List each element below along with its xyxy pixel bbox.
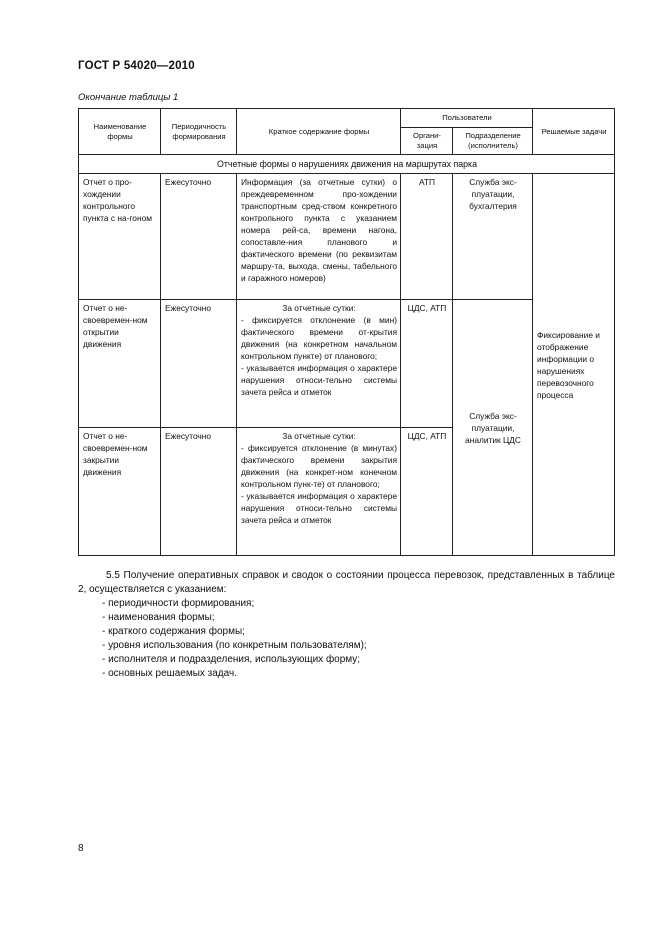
section-paragraph: 5.5 Получение оперативных справок и сводок о состоянии процесса перевозок, представленных в таблице 2, осуществляется с указанием: [78,570,615,595]
period-cell: Ежесуточно [161,300,237,428]
page-number: 8 [78,843,84,854]
form-name-cell: Отчет о не-своевремен-ном открытии движения [79,300,161,428]
content-item: - указывается информация о характере нарушения относи-тельно системы зачета рейса и отметок [241,363,397,397]
tasks-cell: Фиксирование и отображение информации о нарушениях перевозочного процесса [533,174,615,556]
dept-cell-shared: Служба экс-плуатации, аналитик ЦДС [453,300,533,556]
col-header-name: Наименование формы [79,109,161,155]
table-row [79,174,615,300]
list-item: - периодичности формирования; [102,598,255,609]
content-lead: За отчетные сутки: [282,431,356,441]
list-item: - наименования формы; [102,612,215,623]
col-header-content: Краткое содержание формы [237,109,401,155]
content-item: - фиксируется отклонение (в мин) фактического времени от-крытия движения (на конкретном начальном контрольном пункте) от планового; [241,315,397,361]
report-forms-table [78,108,615,556]
list-item: - краткого содержания формы; [102,626,245,637]
org-cell: ЦДС, АТП [401,428,453,556]
period-cell: Ежесуточно [161,428,237,556]
list-item: - основных решаемых задач. [102,668,237,679]
form-name-cell: Отчет о не-своевремен-ном закрытии движения [79,428,161,556]
content-item: - фиксируется отклонение (в минутах) фактического времени закрытия движения (на конкрет-ном конечном контрольном пунк-те) от планового; [241,443,397,489]
form-name-cell: Отчет о про-хождении контрольного пункта с на-гоном [79,174,161,300]
col-header-users: Пользователи [401,109,533,128]
standard-header: ГОСТ Р 54020—2010 [78,60,195,72]
col-header-dept: Подразделение (исполнитель) [453,128,533,155]
section-title: Отчетные формы о нарушениях движения на маршрутах парка [79,155,615,174]
org-cell: АТП [401,174,453,300]
dept-cell: Служба экс-плуатации, бухгалтерия [453,174,533,300]
list-item: - исполнителя и подразделения, использующих форму; [102,654,361,665]
content-cell [237,428,401,556]
list-item: - уровня использования (по конкретным пользователям); [102,640,367,651]
content-item: - указывается информация о характере нарушения относи-тельно системы зачета рейса и отметок [241,491,397,525]
col-header-period: Периодичность формирования [161,109,237,155]
content-lead: За отчетные сутки: [282,303,356,313]
col-header-tasks: Решаемые задачи [533,109,615,155]
org-cell: ЦДС, АТП [401,300,453,428]
col-header-org: Органи-зация [401,128,453,155]
body-section [78,569,615,681]
table-caption: Окончание таблицы 1 [78,92,179,103]
period-cell: Ежесуточно [161,174,237,300]
content-cell [237,300,401,428]
content-cell: Информация (за отчетные сутки) о преждевременном про-хождении транспортным сред-ством конкретного контрольного пункта с указанием номера рей-са, времени нагона, сопоставле-ния планового и фактического времени (по реквизитам маршру-та, выхода, смены, табельного и гаражного номеров) [237,174,401,300]
